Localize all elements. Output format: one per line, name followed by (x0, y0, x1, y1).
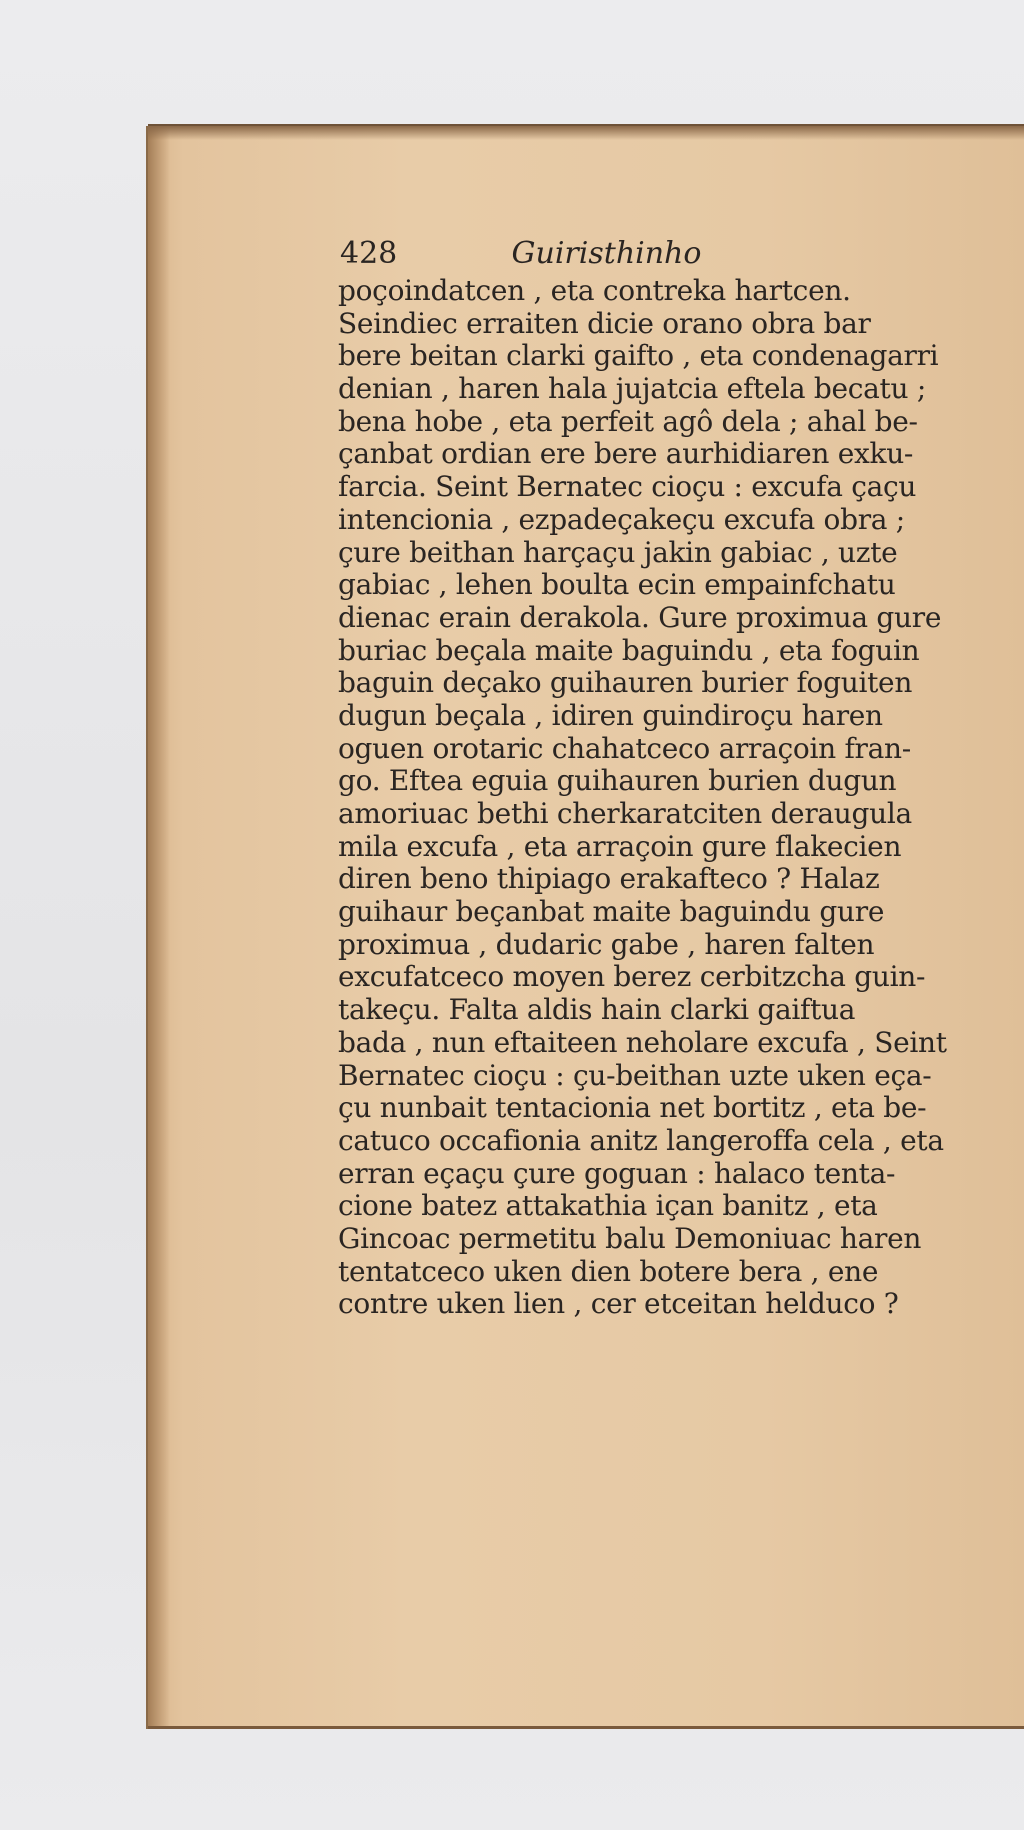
text-line: erran eçaçu çure goguan : halaco tenta- (338, 1156, 896, 1190)
text-line: baguin deçako guihauren burier foguiten (338, 666, 913, 700)
text-line: Seindiec erraiten dicie orano obra bar (338, 306, 871, 340)
text-line: diren beno thipiago erakafteco ? Halaz (338, 862, 880, 896)
text-line: farcia. Seint Bernatec cioçu : excufa çaçu (338, 470, 917, 504)
text-line: excufatceco moyen berez cerbitzcha guin- (338, 960, 926, 994)
text-line: go. Eftea eguia guihauren burien dugun (338, 764, 897, 798)
text-line: poçoindatcen , eta contreka hartcen. (338, 274, 851, 307)
text-line: bere beitan clarki gaifto , eta condenagarri (338, 339, 939, 373)
text-line: guihaur beçanbat maite baguindu gure (338, 895, 885, 929)
text-line: tentatceco uken dien botere bera , ene (338, 1254, 879, 1288)
text-line: denian , haren hala jujatcia eftela becatu ; (338, 372, 926, 406)
page-header (340, 236, 860, 271)
text-line: catuco occafionia anitz langeroffa cela , eta (338, 1123, 944, 1157)
text-line: bada , nun eftaiteen neholare excufa , Seint (338, 1025, 947, 1059)
text-line: buriac beçala maite baguindu , eta foguin (338, 633, 920, 667)
text-line: takeçu. Falta aldis hain clarki gaiftua (338, 993, 856, 1027)
text-line: çu nunbait tentacionia net bortitz , eta be- (338, 1091, 927, 1125)
running-title: Guiristhinho (511, 236, 702, 271)
text-line: mila excufa , eta arraçoin gure flakecien (338, 829, 902, 863)
text-line: Bernatec cioçu : çu-beithan uzte uken eça- (338, 1058, 932, 1092)
text-line: intencionia , ezpadeçakeçu excufa obra ; (338, 502, 905, 536)
text-line: Gincoac permetitu balu Demoniuac haren (338, 1221, 922, 1255)
text-line: bena hobe , eta perfeit agô dela ; ahal be- (338, 404, 918, 438)
page-number: 428 (340, 236, 398, 271)
text-line: contre uken lien , cer etceitan helduco ? (338, 1287, 899, 1321)
text-line: oguen orotaric chahatceco arraçoin fran- (338, 731, 911, 765)
text-line: dienac erain derakola. Gure proximua gure (338, 600, 942, 634)
text-line: dugun beçala , idiren guindiroçu haren (338, 698, 883, 732)
text-line: amoriuac bethi cherkaratciten deraugula (338, 797, 912, 830)
text-line: cione batez attakathia içan banitz , eta (338, 1189, 878, 1223)
text-line: çure beithan harçaçu jakin gabiac , uzte (338, 535, 898, 569)
text-line: çanbat ordian ere bere aurhidiaren exku- (338, 437, 914, 471)
page-body-text (338, 275, 988, 1321)
text-line: gabiac , lehen boulta ecin empainfchatu (338, 568, 896, 602)
text-line: proximua , dudaric gabe , haren falten (338, 927, 875, 961)
